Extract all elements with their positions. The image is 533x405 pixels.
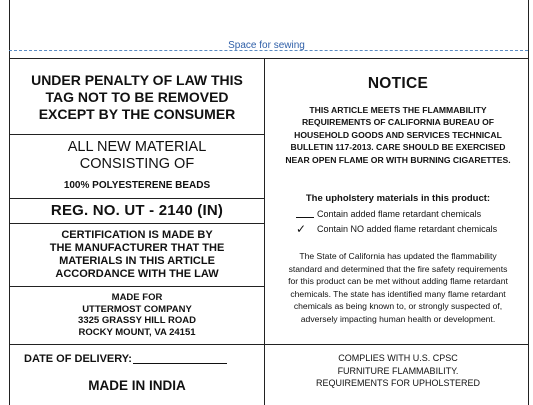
left-rule-2	[9, 198, 264, 199]
delivery-date-label: DATE OF DELIVERY:	[24, 353, 132, 365]
sewing-space-label: Space for sewing	[228, 40, 305, 51]
state-line: The State of California has updated the flammability	[299, 251, 497, 261]
removal-warning	[18, 72, 256, 123]
address-line: 3325 GRASSY HILL ROAD	[78, 315, 196, 326]
warning-line: EXCEPT BY THE CONSUMER	[38, 106, 236, 122]
option-no-added-chemicals[interactable]	[296, 224, 497, 234]
warning-line: TAG NOT TO BE REMOVED	[45, 89, 229, 105]
filling-content: 100% POLYESTERENE BEADS	[63, 180, 211, 191]
cpsc-compliance	[272, 352, 524, 390]
option-added-chemicals[interactable]	[296, 209, 481, 219]
option-added-label: Contain added flame retardant chemicals	[317, 209, 482, 219]
certification-statement	[18, 229, 256, 281]
top-rule	[9, 58, 528, 59]
address-line: ROCKY MOUNT, VA 24151	[78, 326, 196, 338]
left-rule-1	[9, 134, 264, 135]
state-line: for this product can be met without adding flame retardant	[288, 276, 508, 286]
material-line: ALL NEW MATERIAL	[67, 139, 207, 155]
notice-line: NEAR OPEN FLAME OR WITH BURNING CIGARETTES.	[285, 154, 511, 165]
delivery-date-blank[interactable]	[133, 363, 227, 364]
state-line: adversely impacting human health or development.	[300, 313, 496, 324]
registration-number: REG. NO. UT - 2140 (IN)	[50, 202, 224, 219]
bottom-section-rule	[9, 344, 528, 345]
state-line: standard and determined that the fire safety requirements	[288, 263, 508, 274]
upholstery-materials-heading: The upholstery materials in this product:	[305, 193, 491, 204]
checkmark-icon[interactable]: ✓	[296, 222, 307, 236]
state-line: chemicals. The state has identified many flame retardant	[290, 288, 506, 299]
certification-line: THE MANUFACTURER THAT THE	[49, 242, 225, 254]
manufacturer-address	[18, 292, 256, 338]
tag-right-edge	[528, 0, 529, 405]
address-line: UTTERMOST COMPANY	[82, 303, 192, 315]
warning-line: UNDER PENALTY OF LAW THIS	[31, 72, 243, 88]
empty-checkbox[interactable]	[296, 217, 314, 218]
option-no-added-label: Contain NO added flame retardant chemicals	[317, 224, 498, 234]
state-line: chemicals as being known to, or strongly suspected of,	[293, 301, 503, 311]
country-of-origin: MADE IN INDIA	[88, 378, 186, 393]
notice-line: BULLETIN 117-2013. CARE SHOULD BE EXERCISED	[290, 142, 506, 153]
left-rule-4	[9, 286, 264, 287]
certification-line: CERTIFICATION IS MADE BY	[61, 229, 213, 241]
address-line: MADE FOR	[111, 292, 163, 303]
notice-line: THIS ARTICLE MEETS THE FLAMMABILITY	[309, 105, 487, 115]
cpsc-line: FURNITURE FLAMMABILITY.	[337, 365, 459, 376]
certification-line: MATERIALS IN THIS ARTICLE	[59, 255, 215, 267]
cpsc-line: REQUIREMENTS FOR UPHOLSTERED	[315, 378, 481, 388]
flammability-notice	[272, 104, 524, 166]
certification-line: ACCORDANCE WITH THE LAW	[55, 268, 219, 280]
notice-line: REQUIREMENTS OF CALIFORNIA BUREAU OF	[301, 117, 495, 128]
material-line: CONSISTING OF	[79, 156, 195, 172]
column-divider	[264, 58, 265, 405]
material-statement	[18, 139, 256, 173]
cpsc-line: COMPLIES WITH U.S. CPSC	[338, 353, 458, 363]
notice-line: HOUSEHOLD GOODS AND SERVICES TECHNICAL	[294, 129, 502, 140]
notice-title: NOTICE	[367, 75, 429, 92]
left-rule-3	[9, 223, 264, 224]
california-statement	[272, 250, 524, 325]
